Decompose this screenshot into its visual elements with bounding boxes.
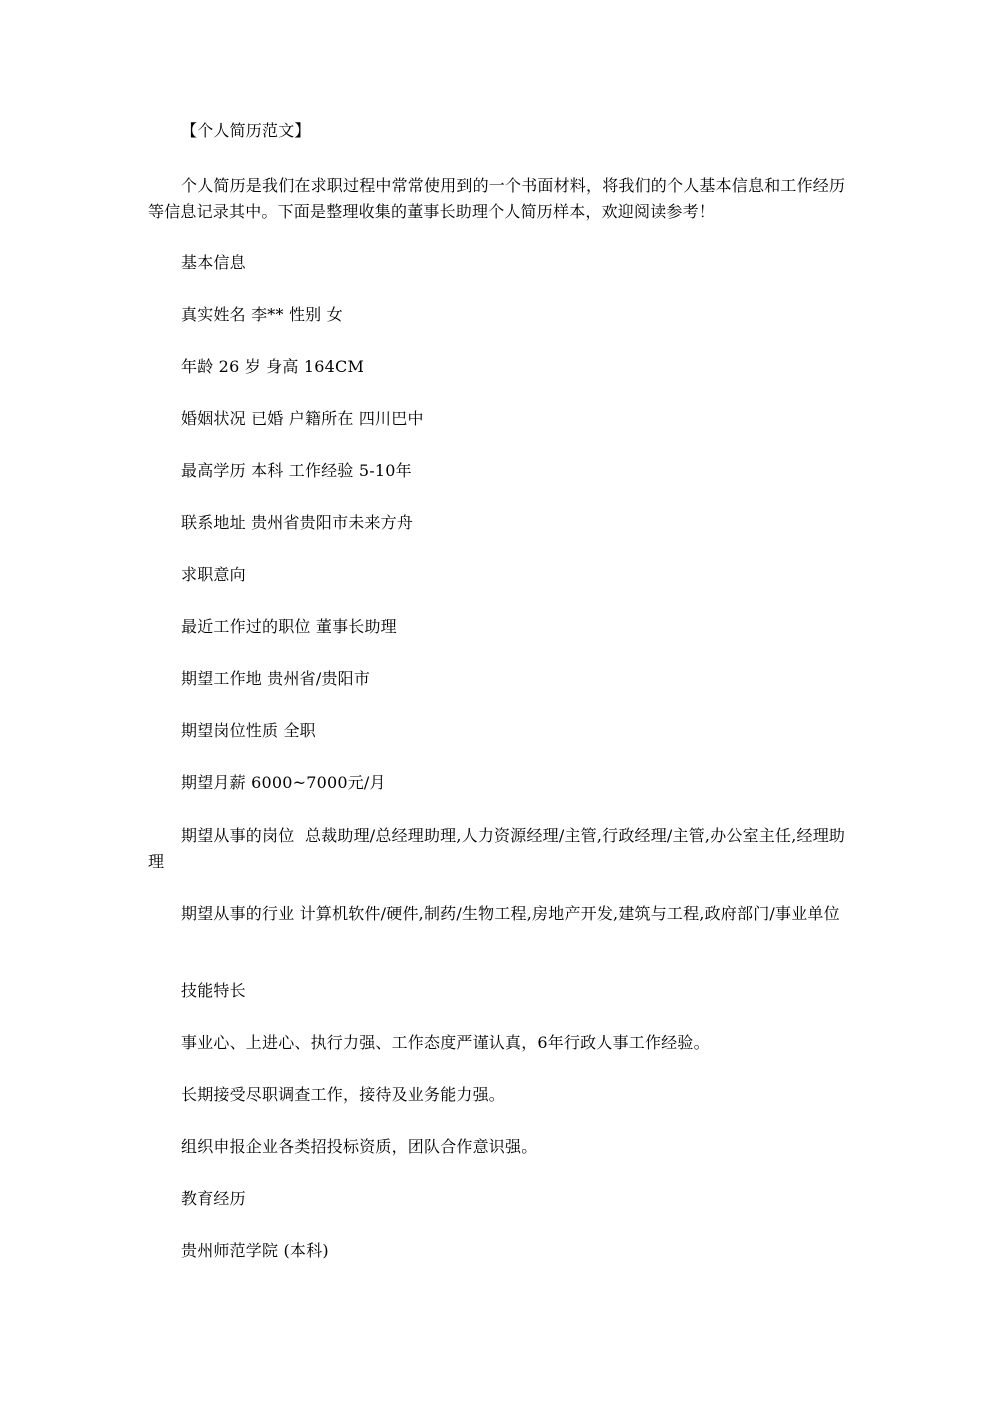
basic-info-line: 联系地址 贵州省贵阳市未来方舟 [181, 513, 414, 532]
section-heading-skills: 技能特长 [181, 981, 246, 1000]
basic-info-line: 真实姓名 李** 性别 女 [181, 305, 343, 324]
document-title: 【个人简历范文】 [181, 121, 311, 140]
skill-line: 事业心、上进心、执行力强、工作态度严谨认真，6年行政人事工作经验。 [181, 1033, 710, 1052]
intro-paragraph: 个人简历是我们在求职过程中常常使用到的一个书面材料，将我们的个人基本信息和工作经历等信息记录其中。下面是整理收集的董事长助理个人简历样本，欢迎阅读参考！ [148, 176, 846, 221]
job-intent-positions: 期望从事的岗位 总裁助理/总经理助理,人力资源经理/主管,行政经理/主管,办公室主任,经理助理 [148, 826, 846, 871]
section-heading-job-intent: 求职意向 [181, 565, 246, 584]
section-heading-education: 教育经历 [181, 1189, 246, 1208]
section-heading-basic-info: 基本信息 [181, 253, 246, 272]
skill-line: 组织申报企业各类招投标资质，团队合作意识强。 [181, 1137, 538, 1156]
job-intent-line: 期望月薪 6000~7000元/月 [181, 773, 386, 792]
basic-info-line: 最高学历 本科 工作经验 5-10年 [181, 461, 412, 480]
job-intent-line: 期望工作地 贵州省/贵阳市 [181, 669, 371, 688]
basic-info-line: 年龄 26 岁 身高 164CM [181, 357, 365, 376]
job-intent-industries: 期望从事的行业 计算机软件/硬件,制药/生物工程,房地产开发,建筑与工程,政府部门/事业单位 [181, 904, 840, 923]
job-intent-line: 最近工作过的职位 董事长助理 [181, 617, 397, 636]
skill-line: 长期接受尽职调查工作，接待及业务能力强。 [181, 1085, 506, 1104]
job-intent-line: 期望岗位性质 全职 [181, 721, 316, 740]
education-line: 贵州师范学院 (本科) [181, 1241, 329, 1260]
basic-info-line: 婚姻状况 已婚 户籍所在 四川巴中 [181, 409, 424, 428]
